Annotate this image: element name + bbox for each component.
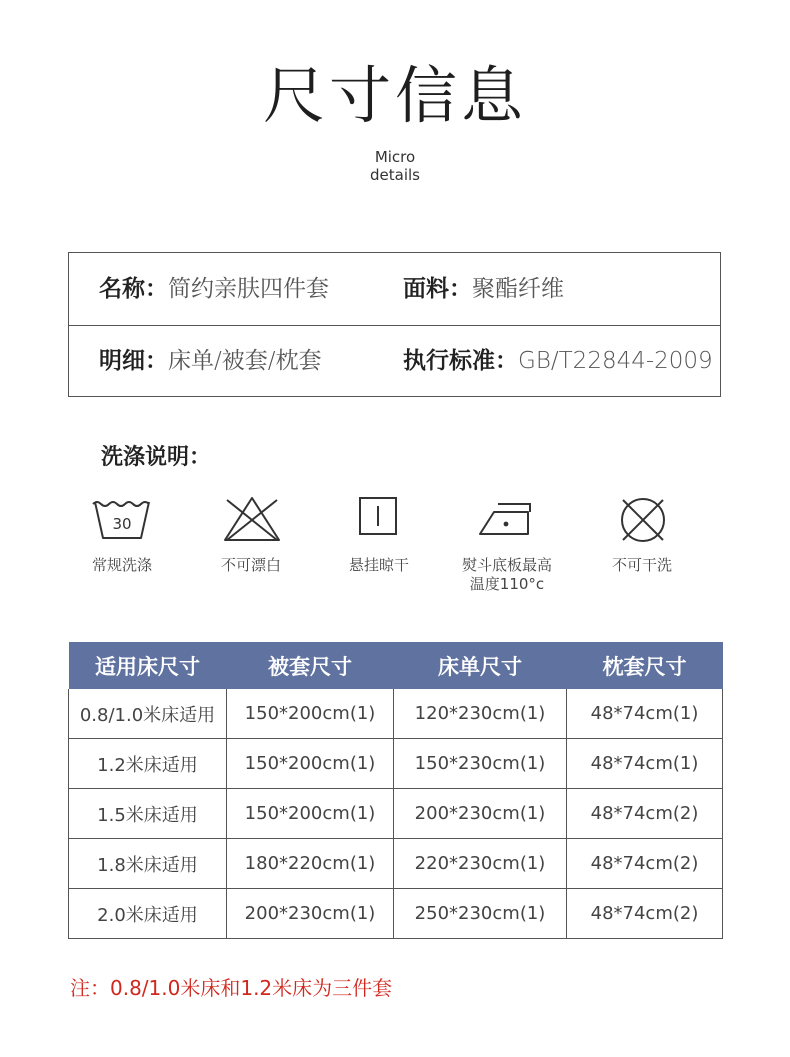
info-standard xyxy=(403,325,713,397)
table-row xyxy=(69,739,723,789)
header-duvet-size: 被套尺寸 xyxy=(227,642,394,689)
no-dry-clean-icon xyxy=(617,494,669,546)
table-cell: 200*230cm(1) xyxy=(394,789,567,839)
standard-label: 执行标准： xyxy=(403,348,518,374)
fabric-value: 聚酯纤维 xyxy=(472,276,564,302)
washing-title: 洗涤说明： xyxy=(101,445,212,470)
size-table xyxy=(68,642,723,939)
wash-label-no-bleach: 不可漂白 xyxy=(220,556,281,574)
table-row xyxy=(69,839,723,889)
three-piece-note: 注：0.8/1.0米床和1.2米床为三件套 xyxy=(70,976,393,1000)
table-cell: 1.2米床适用 xyxy=(69,739,227,789)
header-bed-size: 适用床尺寸 xyxy=(69,642,227,689)
wash-label-no-dry-clean: 不可干洗 xyxy=(611,556,672,574)
subtitle-line-2: details xyxy=(370,166,420,184)
info-detail xyxy=(99,325,322,397)
table-cell: 220*230cm(1) xyxy=(394,839,567,889)
info-fabric xyxy=(403,253,564,325)
hang-dry-icon xyxy=(358,494,398,536)
table-cell: 120*230cm(1) xyxy=(394,689,567,739)
wash-label-iron: 熨斗底板最高 温度110°c xyxy=(461,556,552,593)
detail-label: 明细： xyxy=(99,348,168,374)
table-cell: 48*74cm(2) xyxy=(567,839,723,889)
table-row xyxy=(69,689,723,739)
page-subtitle xyxy=(0,148,790,184)
table-cell: 1.8米床适用 xyxy=(69,839,227,889)
table-cell: 48*74cm(2) xyxy=(567,789,723,839)
table-cell: 150*230cm(1) xyxy=(394,739,567,789)
table-cell: 0.8/1.0米床适用 xyxy=(69,689,227,739)
table-cell: 150*200cm(1) xyxy=(227,689,394,739)
iron-icon xyxy=(476,494,536,540)
name-label: 名称： xyxy=(99,276,168,302)
name-value: 简约亲肤四件套 xyxy=(168,276,329,302)
table-cell: 48*74cm(2) xyxy=(567,889,723,939)
table-cell: 250*230cm(1) xyxy=(394,889,567,939)
wash-30-icon xyxy=(91,494,153,542)
fabric-label: 面料： xyxy=(403,276,472,302)
table-cell: 48*74cm(1) xyxy=(567,689,723,739)
table-cell: 180*220cm(1) xyxy=(227,839,394,889)
table-cell: 48*74cm(1) xyxy=(567,739,723,789)
table-row xyxy=(69,889,723,939)
table-cell: 1.5米床适用 xyxy=(69,789,227,839)
subtitle-line-1: Micro xyxy=(374,148,416,166)
standard-value: GB/T22844-2009 xyxy=(518,348,713,374)
table-cell: 2.0米床适用 xyxy=(69,889,227,939)
info-name xyxy=(99,253,329,325)
info-row-1 xyxy=(69,253,720,326)
no-bleach-icon xyxy=(221,494,283,544)
page-title: 尺寸信息 xyxy=(262,59,527,132)
table-cell: 200*230cm(1) xyxy=(227,889,394,939)
product-info-box xyxy=(68,252,721,397)
wash-label-normal: 常规洗涤 xyxy=(91,556,152,574)
header-pillowcase-size: 枕套尺寸 xyxy=(567,642,723,689)
table-cell: 150*200cm(1) xyxy=(227,739,394,789)
table-header-row xyxy=(69,642,723,689)
info-row-2 xyxy=(69,325,720,397)
table-cell: 150*200cm(1) xyxy=(227,789,394,839)
wash-label-hang-dry: 悬挂晾干 xyxy=(348,556,409,574)
detail-value: 床单/被套/枕套 xyxy=(168,348,322,374)
table-row xyxy=(69,789,723,839)
wash-temp: 30 xyxy=(112,515,132,533)
header-sheet-size: 床单尺寸 xyxy=(394,642,567,689)
